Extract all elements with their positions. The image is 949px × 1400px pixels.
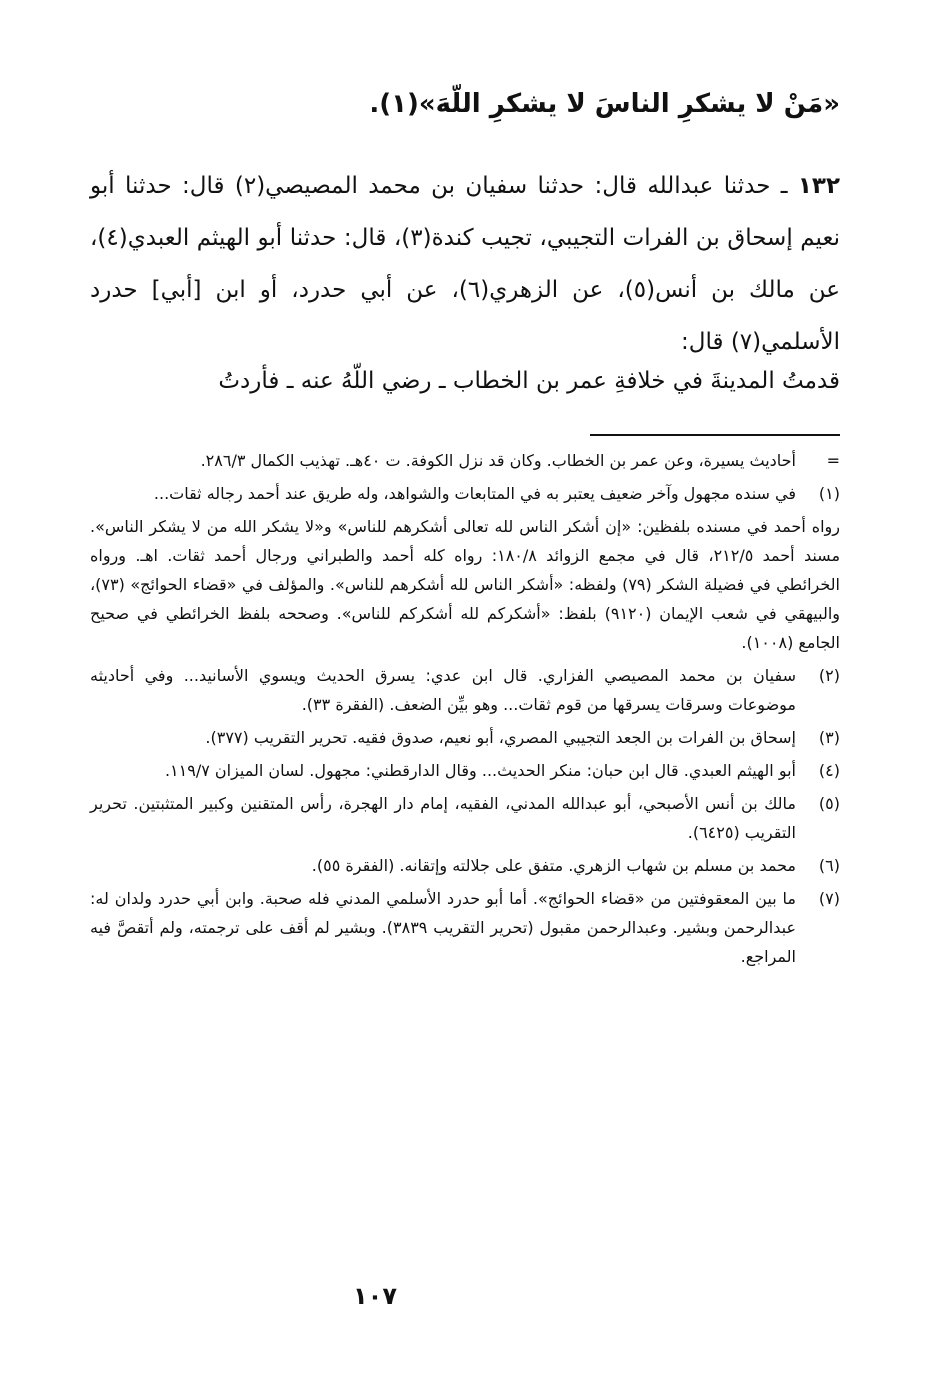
footnote-divider [590,434,840,436]
footnote-mark: (٤) [818,761,840,780]
footnote-7 [90,884,840,971]
page-number: ١٠٧ [353,1282,397,1310]
footnote-text: محمد بن مسلم بن شهاب الزهري. متفق على جلالته وإتقانه. (الفقرة ٥٥). [311,856,796,875]
footnote-text: مالك بن أنس الأصبحي، أبو عبدالله المدني، الفقيه، إمام دار الهجرة، رأس المتقنين وكبير المتثبتين. تحرير التقريب (٦٤٢٥). [90,794,796,842]
footnote-text: إسحاق بن الفرات بن الجعد التجيبي المصري، أبو نعيم، صدوق فقيه. تحرير التقريب (٣٧٧). [205,728,796,747]
footnote-mark: (٧) [818,889,840,908]
hadith-quote: «مَنْ لا يشكرِ الناسَ لا يشكرِ اللّهَ»(١). [369,89,840,119]
footnote-text: أبو الهيثم العبدي. قال ابن حبان: منكر الحديث... وقال الدارقطني: مجهول. لسان الميزان ١١٩/٧. [164,761,796,780]
footnote-text: ما بين المعقوفتين من «قضاء الحوائج». أما أبو حدرد الأسلمي المدني فله صحبة. وابن أبي حدرد ولدان له: عبدالرحمن وبشير. وعبدالرحمن مقبول (تحرير التقريب ٣٨٣٩). وبشير لم أقف على ترجمته، ولم أتقصَّ فيه المراجع. [90,889,797,966]
hadith-paragraph [90,160,840,368]
footnote-text: أحاديث يسيرة، وعن عمر بن الخطاب. وكان قد نزل الكوفة. ت ٤٠هـ. تهذيب الكمال ٢٨٦/٣. [200,451,796,470]
footnote-3 [90,723,840,752]
footnote-1-continuation [90,512,840,657]
footnote-mark: (٥) [818,794,840,813]
footnote-text: رواه أحمد في مسنده بلفظين: «إن أشكر الناس لله تعالى أشكرهم للناس» و«لا يشكر الله من لا يشكر الناس». مسند أحمد ٢١٢/٥، قال في مجمع الزوائد ١٨٠/٨: رواه كله أحمد والطبراني ورجال أحمد ثقات. اهـ. ورواه الخرائطي في فضيلة الشكر (٧٩) ولفظه: «أشكر الناس لله أشكرهم للناس». والمؤلف في «قضاء الحوائج» (٧٣)، والبيهقي في شعب الإيمان (٩١٢٠) بلفظ: «أشكركم لله أشكركم للناس». وصححه بلفظ الخرائطي في صحيح الجامع (١٠٠٨). [90,517,841,652]
hadith-text: ـ حدثنا عبدالله قال: حدثنا سفيان بن محمد المصيصي(٢) قال: حدثنا أبو نعيم إسحاق بن الفرات التجيبي، تجيب كندة(٣)، قال: حدثنا أبو الهيثم العبدي(٤)، عن مالك بن أنس(٥)، عن الزهري(٦)، عن أبي حدرد، أو ابن [أبي] حدرد الأسلمي(٧) قال: [90,173,840,355]
page [90,0,840,1400]
footnote-mark: (١) [818,484,840,503]
footnote-mark: (٢) [818,666,840,685]
footnote-text: سفيان بن محمد المصيصي الفزاري. قال ابن عدي: يسرق الحديث ويسوي الأسانيد... وفي أحاديثه موضوعات وسرقات يسرقها من قوم ثقات... وهو بيِّن الضعف. (الفقرة ٣٣). [90,666,796,714]
footnote-mark: (٦) [818,856,840,875]
footnotes [90,446,840,975]
footnote-4 [90,756,840,785]
footnote-continued [90,446,840,475]
narration-text: قدمتُ المدينةَ في خلافةِ عمر بن الخطاب ـ رضي اللّهُ عنه ـ فأردتُ [218,368,840,394]
footnote-mark: (٣) [818,728,840,747]
hadith-number: ١٣٢ [797,173,841,199]
footnote-mark: = [826,451,840,470]
footnote-text: في سنده مجهول وآخر ضعيف يعتبر به في المتابعات والشواهد، وله طريق عند أحمد رجاله ثقات... [153,484,796,503]
footnote-6 [90,851,840,880]
footnote-5 [90,789,840,847]
footnote-2 [90,661,840,719]
footnote-1 [90,479,840,508]
